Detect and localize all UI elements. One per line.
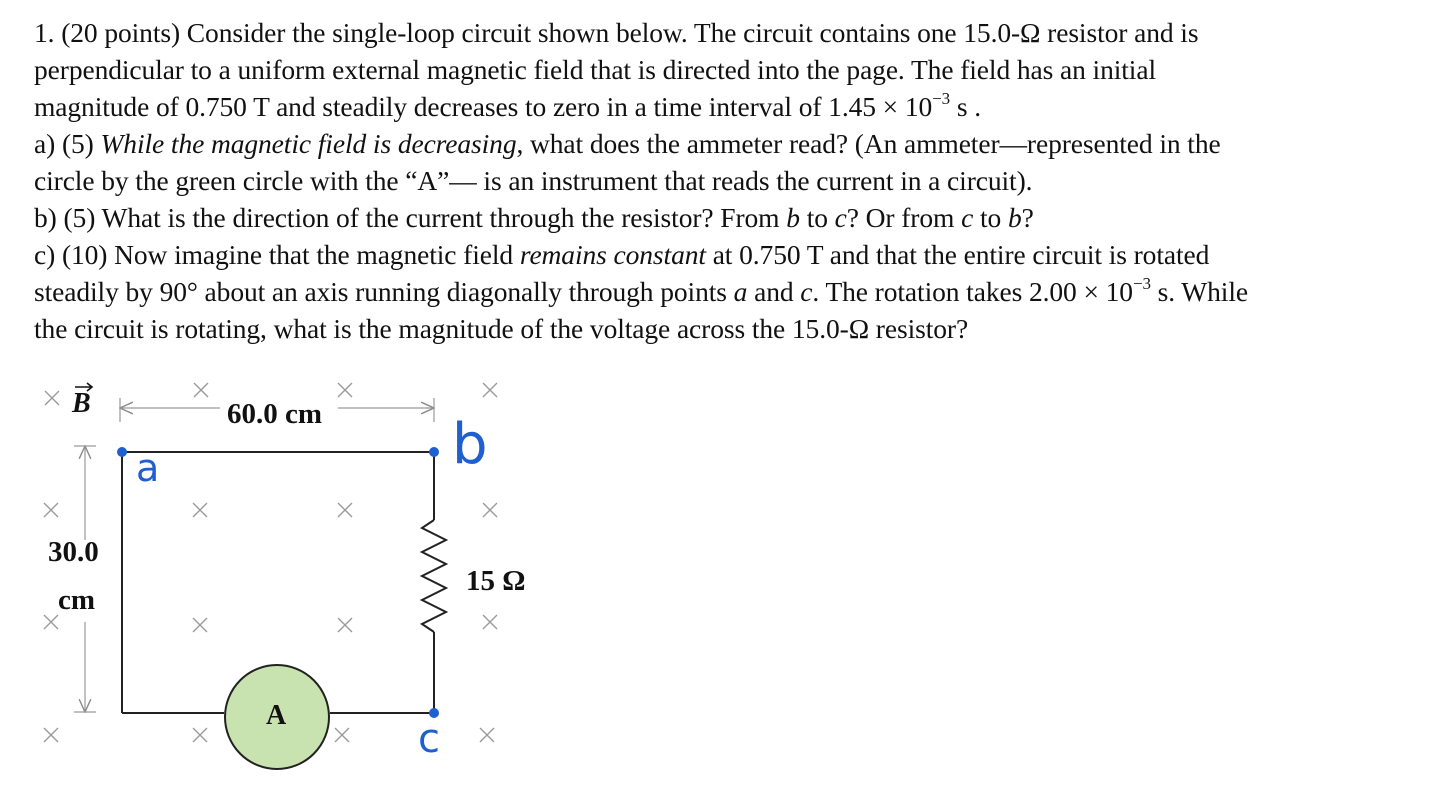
height-label-value: 30.0 <box>48 536 99 568</box>
x-mark <box>338 503 352 517</box>
x-mark <box>193 618 207 632</box>
problem-text <box>34 14 1434 347</box>
part-a: a) (5) While the magnetic field is decreasing, what does the ammeter read? (An ammeter—represented in the <box>34 128 1221 159</box>
part-c: c) (10) Now imagine that the magnetic field remains constant at 0.750 T and that the entire circuit is rotated <box>34 239 1210 270</box>
problem-line-1: 1. (20 points) Consider the single-loop circuit shown below. The circuit contains one 15.0-Ω resistor and is <box>34 17 1199 48</box>
circuit-figure <box>0 360 600 789</box>
point-a-label: a <box>136 446 160 490</box>
problem-line-3: magnitude of 0.750 T and steadily decreases to zero in a time interval of $1.45 \times 10^{-3}$ s . <box>34 88 981 122</box>
x-mark <box>44 728 58 742</box>
x-mark <box>45 391 59 405</box>
x-mark <box>194 383 208 397</box>
field-label: B <box>72 388 91 419</box>
x-mark <box>338 618 352 632</box>
part-c-line-2: steadily by 90° about an axis running diagonally through points a and c. The rotation takes $2.00 \times 10^{-3}$ s. While <box>34 273 1248 307</box>
problem-line-2: perpendicular to a uniform external magnetic field that is directed into the page. The field has an initial <box>34 54 1156 85</box>
x-mark <box>193 503 207 517</box>
x-mark <box>193 728 207 742</box>
width-label: 60.0 cm <box>224 398 325 431</box>
part-b: b) (5) What is the direction of the current through the resistor? From b to c? Or from c to b? <box>34 202 1034 233</box>
x-mark <box>44 503 58 517</box>
height-dimension <box>74 446 96 712</box>
x-mark <box>335 728 349 742</box>
point-b-label: b <box>452 412 488 477</box>
x-mark <box>483 615 497 629</box>
part-a-line-2: circle by the green circle with the “A”— is an instrument that reads the current in a circuit). <box>34 165 1033 196</box>
ammeter-label: A <box>266 700 287 731</box>
resistor-zigzag <box>422 520 446 632</box>
x-mark <box>483 383 497 397</box>
point-c-label: c <box>418 716 440 762</box>
part-c-line-3: the circuit is rotating, what is the magnitude of the voltage across the 15.0-Ω resistor? <box>34 313 969 344</box>
x-mark <box>483 503 497 517</box>
node-a-dot <box>117 447 127 457</box>
resistor-label: 15 Ω <box>466 565 526 597</box>
x-mark <box>480 728 494 742</box>
x-mark <box>338 383 352 397</box>
x-mark <box>44 615 58 629</box>
node-b-dot <box>429 447 439 457</box>
height-label-unit: cm <box>58 584 96 616</box>
